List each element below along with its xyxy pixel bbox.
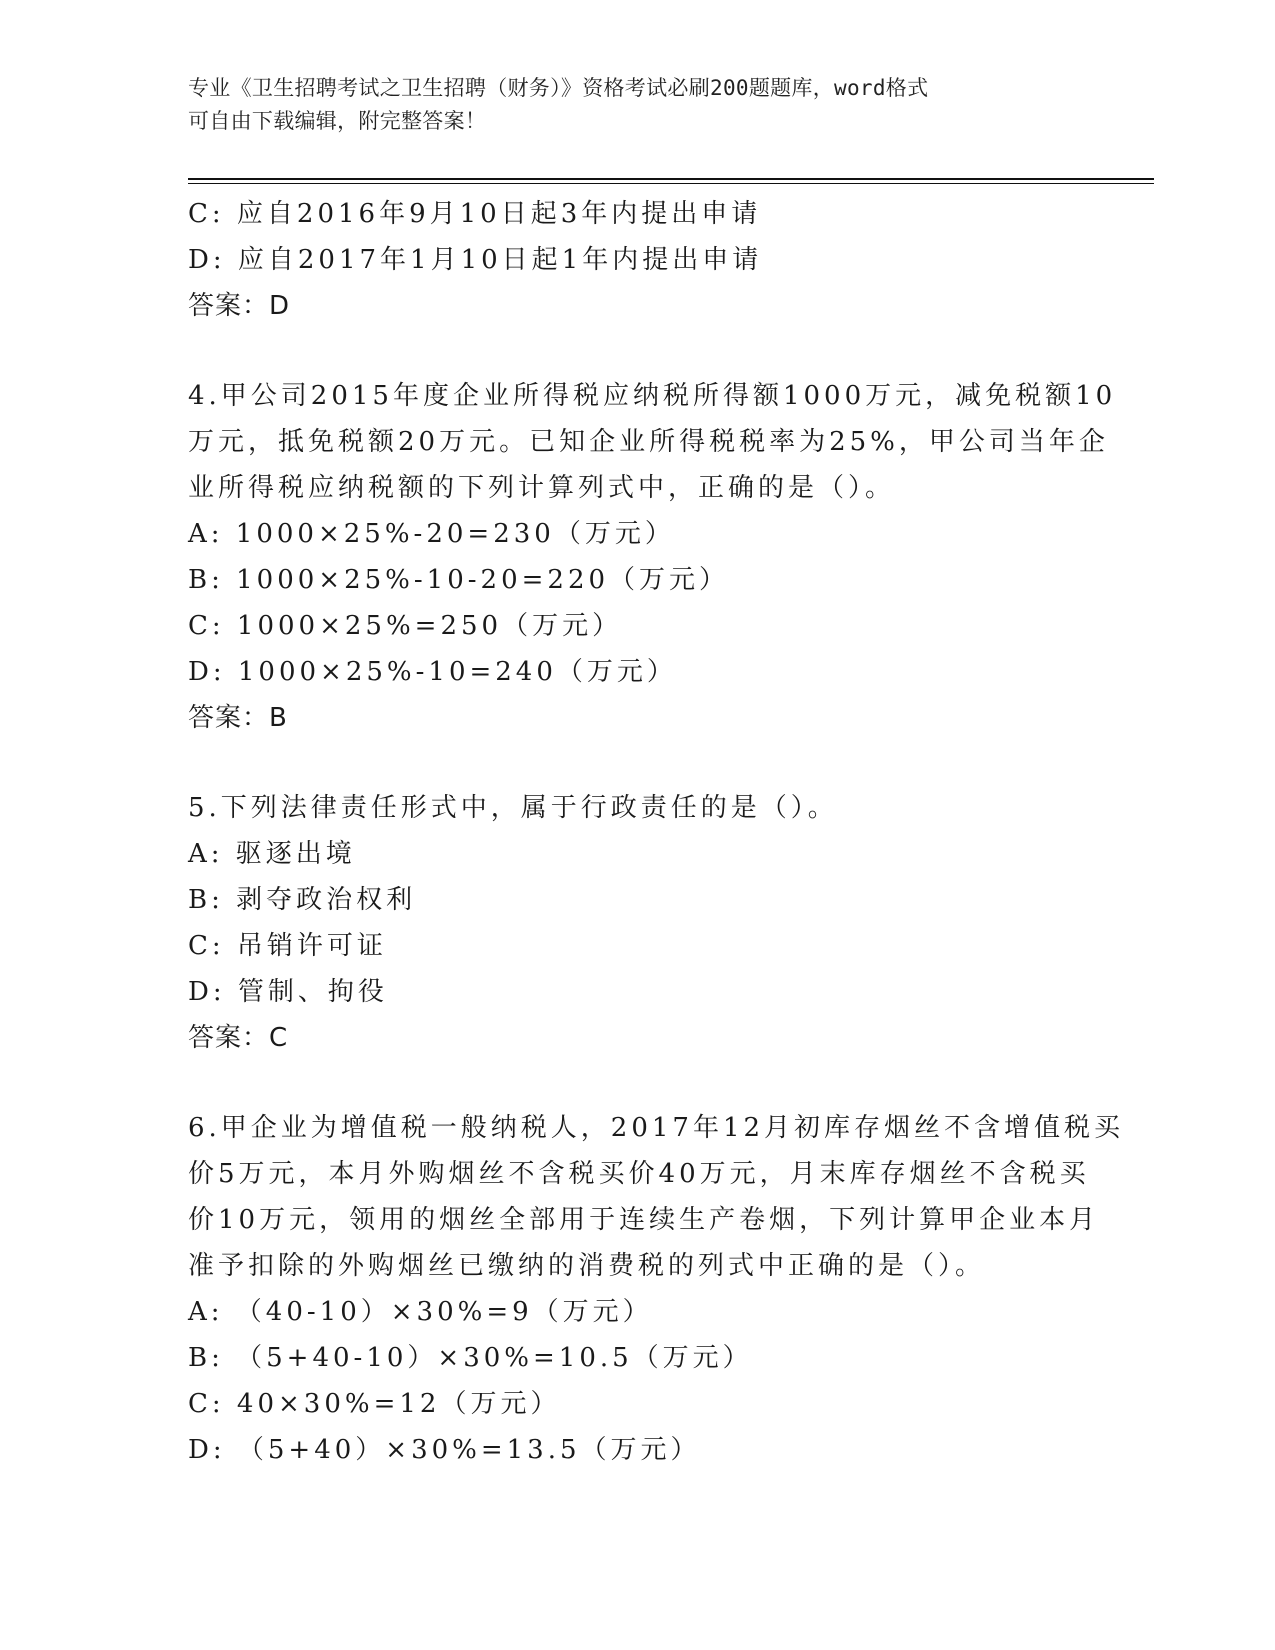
spacer	[188, 741, 1088, 785]
q4-answer: 答案：B	[188, 703, 288, 733]
header-divider-thin	[188, 183, 1154, 184]
q6-stem-line-3: 价10万元，领用的烟丝全部用于连续生产卷烟，下列计算甲企业本月	[188, 1205, 1100, 1235]
q4-stem-line-3: 业所得税应纳税额的下列计算列式中，正确的是（）。	[188, 473, 896, 503]
document-header	[188, 72, 1088, 138]
q4-option-b: B: 1000×25%-10-20=220（万元）	[188, 565, 730, 595]
q5-option-c: C: 吊销许可证	[188, 931, 387, 961]
question-3	[188, 191, 1088, 329]
q6-option-c: C: 40×30%=12（万元）	[188, 1389, 561, 1419]
q6-stem-line-4: 准予扣除的外购烟丝已缴纳的消费税的列式中正确的是（）。	[188, 1251, 986, 1281]
q3-option-d: D: 应自2017年1月10日起1年内提出申请	[188, 245, 763, 275]
header-line-2: 可自由下载编辑，附完整答案！	[188, 109, 487, 133]
q5-option-b: B: 剥夺政治权利	[188, 885, 417, 915]
q5-answer: 答案：C	[188, 1023, 289, 1053]
q5-option-d: D: 管制、拘役	[188, 977, 388, 1007]
q4-stem-line-2: 万元，抵免税额20万元。已知企业所得税税率为25%，甲公司当年企	[188, 427, 1109, 457]
q3-option-c: C: 应自2016年9月10日起3年内提出申请	[188, 199, 762, 229]
question-6	[188, 1105, 1125, 1473]
q3-answer: 答案：D	[188, 291, 291, 321]
document-body	[188, 191, 1125, 1473]
q5-stem-line-1: 5.下列法律责任形式中，属于行政责任的是（）。	[188, 793, 838, 823]
spacer	[188, 329, 1088, 373]
spacer	[188, 1061, 1088, 1105]
q6-stem-line-2: 价5万元，本月外购烟丝不含税买价40万元，月末库存烟丝不含税买	[188, 1159, 1090, 1189]
q4-option-c: C: 1000×25%=250（万元）	[188, 611, 623, 641]
q4-option-d: D: 1000×25%-10=240（万元）	[188, 657, 677, 687]
q6-option-d: D: （5+40）×30%=13.5（万元）	[188, 1435, 701, 1465]
q6-stem-line-1: 6.甲企业为增值税一般纳税人，2017年12月初库存烟丝不含增值税买	[188, 1113, 1125, 1143]
q6-option-a: A: （40-10）×30%=9（万元）	[188, 1297, 653, 1327]
q5-option-a: A: 驱逐出境	[188, 839, 356, 869]
q4-stem-line-1: 4.甲公司2015年度企业所得税应纳税所得额1000万元，减免税额10	[188, 381, 1117, 411]
question-4	[188, 373, 1117, 741]
q6-option-b: B: （5+40-10）×30%=10.5（万元）	[188, 1343, 753, 1373]
question-5	[188, 785, 1088, 1061]
q4-option-a: A: 1000×25%-20=230（万元）	[188, 519, 675, 549]
header-divider-thick	[188, 178, 1154, 180]
header-line-1: 专业《卫生招聘考试之卫生招聘（财务）》资格考试必刷200题题库，word格式	[188, 76, 929, 100]
